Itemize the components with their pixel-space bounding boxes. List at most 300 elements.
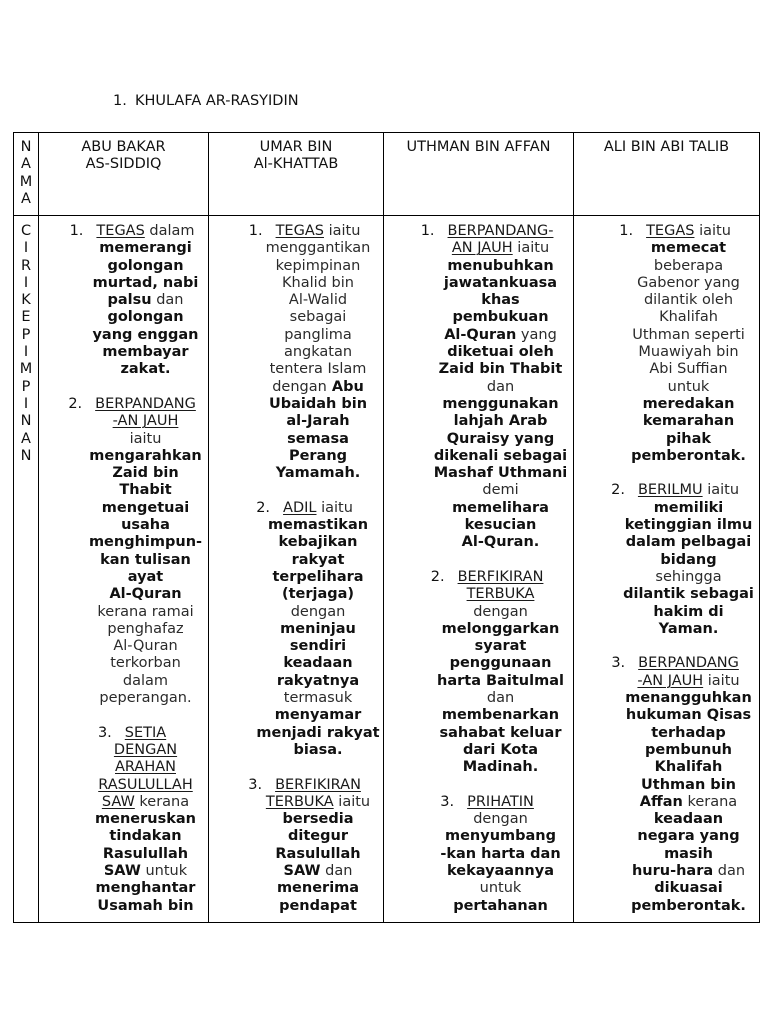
trait-line-text bbox=[272, 569, 363, 586]
trait-line bbox=[85, 898, 206, 915]
trait-text: dengan bbox=[290, 603, 346, 620]
trait-line-text bbox=[99, 240, 192, 257]
trait-line-text bbox=[97, 604, 193, 621]
trait-text: -AN JAUH bbox=[112, 413, 179, 430]
trait-line-text bbox=[287, 431, 349, 448]
trait-line-text bbox=[68, 395, 196, 413]
trait-line bbox=[255, 811, 381, 828]
trait-line bbox=[430, 431, 571, 448]
trait-text: PRIHATIN bbox=[467, 793, 534, 810]
trait-line-text bbox=[482, 482, 518, 499]
trait-line-text bbox=[623, 586, 754, 603]
trait-line bbox=[255, 690, 381, 707]
trait-line-text bbox=[293, 742, 342, 759]
trait-line bbox=[255, 794, 381, 811]
trait-text: Thabit bbox=[119, 482, 172, 499]
trait-text: hakim di bbox=[653, 603, 724, 620]
trait-text: dalam bbox=[144, 223, 195, 239]
trait-text: menghimpun- bbox=[88, 534, 203, 551]
trait-text: BERPANDANG- bbox=[447, 223, 554, 239]
trait-text: untuk bbox=[479, 880, 522, 897]
trait-text: angkatan bbox=[283, 344, 353, 361]
trait-line-text bbox=[102, 344, 188, 361]
section-heading: KHULAFA AR-RASYIDIN bbox=[135, 93, 299, 109]
trait-line bbox=[430, 396, 571, 413]
trait-line bbox=[255, 240, 381, 257]
trait-line-text bbox=[625, 517, 753, 534]
trait-line bbox=[430, 690, 571, 707]
trait-text: dalam pelbagai bbox=[625, 534, 752, 551]
row-label-letter: E bbox=[21, 309, 31, 326]
trait-line-text bbox=[275, 846, 360, 863]
trait-text: Abu bbox=[326, 378, 364, 395]
trait-line-text bbox=[654, 880, 723, 897]
trait-line bbox=[620, 379, 757, 396]
trait-text: TEGAS bbox=[96, 223, 145, 239]
trait-line-text bbox=[666, 431, 711, 448]
trait-text: menyumbang bbox=[444, 828, 556, 845]
trait-line bbox=[430, 673, 571, 690]
trait-text: keadaan bbox=[653, 811, 724, 828]
trait-line bbox=[85, 604, 206, 621]
trait-number: 1. bbox=[248, 223, 263, 239]
section-number: 1. bbox=[113, 93, 127, 109]
trait-text: memastikan bbox=[267, 517, 369, 534]
trait-text: pihak bbox=[665, 430, 712, 447]
trait-line bbox=[420, 223, 571, 240]
trait-line bbox=[430, 448, 571, 465]
trait-line bbox=[430, 517, 571, 534]
trait-line-text bbox=[664, 846, 713, 863]
trait-line-text bbox=[462, 534, 540, 551]
trait-line bbox=[430, 811, 571, 828]
column-header-abu-bakar bbox=[39, 133, 209, 216]
trait-line bbox=[255, 327, 381, 344]
trait-text: masih bbox=[664, 845, 713, 862]
trait-text: sahabat keluar bbox=[439, 724, 562, 741]
trait-text: Zaid bin bbox=[112, 465, 179, 482]
trait-line bbox=[620, 604, 757, 621]
trait-line-text bbox=[653, 604, 723, 621]
trait-line bbox=[68, 395, 206, 413]
trait-line-text bbox=[643, 396, 735, 413]
trait-line bbox=[85, 482, 206, 499]
trait-line bbox=[85, 465, 206, 482]
trait-text: menggantikan bbox=[265, 240, 371, 257]
trait-number: 1. bbox=[69, 223, 84, 239]
trait-line-text bbox=[283, 655, 352, 672]
trait-line bbox=[85, 638, 206, 655]
trait-text: membenarkan bbox=[441, 707, 560, 724]
trait-line-text bbox=[631, 448, 746, 465]
trait-item bbox=[611, 482, 757, 638]
trait-line bbox=[620, 863, 757, 880]
trait-line bbox=[85, 344, 206, 361]
trait-line-text bbox=[290, 638, 346, 655]
column-header-line: ABU BAKAR bbox=[81, 139, 166, 155]
trait-number: 3. bbox=[248, 776, 263, 793]
trait-line bbox=[85, 621, 206, 638]
trait-text: Quraisy yang bbox=[446, 430, 555, 447]
trait-line bbox=[85, 655, 206, 672]
trait-text: Mashaf Uthmani bbox=[433, 465, 568, 482]
trait-text: pembunuh bbox=[645, 741, 732, 758]
trait-item bbox=[69, 223, 206, 379]
trait-text: yang bbox=[516, 326, 557, 343]
trait-line bbox=[620, 777, 757, 794]
trait-text: bersedia bbox=[282, 811, 354, 828]
trait-line-text bbox=[445, 828, 556, 845]
trait-line-text bbox=[102, 500, 190, 517]
trait-text: Al-Walid bbox=[288, 292, 348, 309]
trait-text: SAW bbox=[283, 862, 321, 879]
trait-line-text bbox=[660, 552, 716, 569]
trait-text: Uthman bin bbox=[641, 776, 736, 793]
trait-line bbox=[85, 794, 206, 811]
trait-text: sehingga bbox=[655, 568, 722, 585]
trait-text: Abi Suffian bbox=[649, 361, 728, 378]
row-label-letter: A bbox=[21, 190, 31, 207]
trait-text: semasa bbox=[287, 430, 349, 447]
trait-line-text bbox=[637, 828, 739, 845]
trait-text: dari Kota bbox=[463, 741, 538, 758]
trait-line bbox=[620, 690, 757, 707]
row-label-letter: P bbox=[21, 378, 31, 395]
trait-line bbox=[85, 361, 206, 378]
trait-text: RASULULLAH bbox=[98, 776, 193, 793]
trait-line-text bbox=[289, 292, 347, 309]
trait-line-text bbox=[440, 846, 560, 863]
trait-text: iaitu bbox=[703, 672, 740, 689]
row-label-letter: P bbox=[21, 326, 31, 343]
trait-text: pertahanan bbox=[453, 897, 548, 914]
trait-line bbox=[248, 223, 381, 240]
trait-line bbox=[620, 880, 757, 897]
trait-line bbox=[255, 638, 381, 655]
row-label-letter: M bbox=[19, 173, 33, 190]
trait-line bbox=[85, 880, 206, 897]
trait-line bbox=[430, 725, 571, 742]
trait-text: SETIA bbox=[124, 724, 167, 741]
trait-text: TERBUKA bbox=[265, 793, 334, 810]
trait-number: 3. bbox=[97, 724, 112, 741]
trait-line bbox=[255, 344, 381, 361]
trait-text: pemberontak. bbox=[631, 447, 746, 464]
trait-line-text bbox=[668, 379, 710, 396]
trait-line bbox=[620, 500, 757, 517]
trait-line-text bbox=[107, 621, 183, 638]
trait-text: termasuk bbox=[283, 690, 353, 707]
trait-line-text bbox=[266, 240, 371, 257]
trait-text: mengarahkan bbox=[89, 447, 202, 464]
trait-text: kemarahan bbox=[642, 413, 735, 430]
trait-line bbox=[430, 500, 571, 517]
trait-number: 1. bbox=[420, 223, 435, 239]
trait-line-text bbox=[289, 448, 347, 465]
trait-line bbox=[85, 517, 206, 534]
trait-text: TEGAS bbox=[646, 223, 695, 239]
trait-text: penggunaan bbox=[449, 655, 552, 672]
trait-line bbox=[248, 776, 381, 794]
trait-line bbox=[255, 707, 381, 724]
trait-line bbox=[255, 431, 381, 448]
row-label-nama bbox=[14, 133, 39, 216]
cell-abu-bakar-traits bbox=[39, 216, 209, 923]
trait-line-text bbox=[645, 742, 732, 759]
trait-text: Khalifah bbox=[659, 309, 718, 326]
trait-line-text bbox=[643, 413, 734, 430]
trait-line bbox=[85, 534, 206, 551]
trait-text: meneruskan bbox=[95, 811, 196, 828]
trait-text: pembukuan bbox=[452, 309, 549, 326]
trait-text: dalam bbox=[122, 672, 169, 689]
trait-line-text bbox=[487, 379, 514, 396]
trait-item bbox=[611, 655, 757, 914]
trait-line-text bbox=[637, 673, 739, 690]
trait-text: kekayaannya bbox=[447, 862, 554, 879]
trait-line bbox=[430, 534, 571, 551]
row-label-letter: I bbox=[23, 274, 29, 291]
trait-line-text bbox=[284, 863, 353, 880]
trait-line bbox=[620, 846, 757, 863]
trait-line bbox=[85, 413, 206, 430]
trait-line-text bbox=[619, 223, 731, 240]
trait-line bbox=[85, 828, 206, 845]
trait-line-text bbox=[270, 361, 367, 378]
trait-line bbox=[430, 344, 571, 361]
trait-line bbox=[255, 500, 381, 517]
trait-text: kebajikan bbox=[278, 534, 358, 551]
trait-line-text bbox=[480, 880, 522, 897]
trait-text: ayat bbox=[127, 568, 164, 585]
trait-line-text bbox=[611, 655, 739, 672]
trait-line-text bbox=[654, 258, 723, 275]
trait-text: menerima bbox=[276, 880, 360, 897]
trait-text: iaitu bbox=[512, 240, 550, 257]
trait-text: bidang bbox=[660, 551, 717, 568]
trait-line bbox=[255, 828, 381, 845]
trait-number: 3. bbox=[440, 793, 455, 810]
trait-text: iaitu bbox=[323, 223, 361, 239]
trait-line-text bbox=[463, 759, 539, 776]
trait-text: iaitu bbox=[333, 793, 371, 810]
trait-text: TEGAS bbox=[275, 223, 324, 239]
trait-line bbox=[620, 828, 757, 845]
trait-line bbox=[620, 344, 757, 361]
trait-line bbox=[85, 569, 206, 586]
trait-line bbox=[255, 604, 381, 621]
trait-line bbox=[85, 863, 206, 880]
trait-text: meredakan bbox=[642, 395, 735, 412]
trait-text: golongan bbox=[107, 309, 184, 326]
trait-text: peperangan. bbox=[99, 690, 192, 707]
trait-text: murtad, nabi bbox=[92, 274, 199, 291]
trait-number: 2. bbox=[68, 395, 83, 412]
trait-line-text bbox=[291, 604, 346, 621]
trait-line bbox=[85, 258, 206, 275]
trait-line bbox=[255, 898, 381, 915]
trait-text: Perang bbox=[288, 447, 348, 464]
trait-text: negara yang bbox=[637, 828, 740, 845]
trait-line-text bbox=[452, 309, 548, 326]
trait-line bbox=[620, 240, 757, 257]
trait-text: Ubaidah bin bbox=[268, 395, 368, 412]
trait-line bbox=[430, 863, 571, 880]
trait-line bbox=[255, 725, 381, 742]
trait-text: dikuasai bbox=[654, 880, 723, 897]
trait-line-text bbox=[440, 793, 534, 811]
trait-line bbox=[255, 586, 381, 603]
trait-line-text bbox=[123, 673, 168, 690]
trait-text: dilantik sebagai bbox=[623, 586, 754, 603]
trait-item bbox=[68, 395, 206, 707]
trait-line bbox=[620, 725, 757, 742]
trait-line-text bbox=[98, 777, 193, 794]
trait-line-text bbox=[473, 811, 528, 828]
trait-text: meninjau bbox=[280, 620, 356, 637]
row-label-letter: N bbox=[20, 447, 32, 464]
trait-line-text bbox=[284, 344, 352, 361]
trait-line-text bbox=[463, 742, 538, 759]
column-header-line: Al-KHATTAB bbox=[253, 156, 339, 173]
trait-text: Khalid bin bbox=[282, 274, 354, 291]
trait-text: dikenali sebagai bbox=[433, 447, 568, 464]
trait-line bbox=[430, 482, 571, 499]
trait-text: menghantar bbox=[95, 880, 196, 897]
row-label-letter: C bbox=[20, 223, 32, 239]
trait-line-text bbox=[89, 534, 202, 551]
trait-line bbox=[255, 552, 381, 569]
trait-line-text bbox=[452, 500, 549, 517]
trait-line-text bbox=[280, 621, 356, 638]
trait-text: memelihara bbox=[452, 499, 549, 516]
trait-line bbox=[620, 396, 757, 413]
trait-item bbox=[430, 794, 571, 915]
trait-line bbox=[85, 309, 206, 326]
trait-text: palsu bbox=[107, 292, 152, 309]
trait-text: Uthman seperti bbox=[632, 326, 745, 343]
trait-text: demi bbox=[482, 482, 519, 499]
trait-line-text bbox=[659, 309, 718, 326]
trait-line bbox=[255, 292, 381, 309]
trait-line-text bbox=[266, 794, 370, 811]
trait-line-text bbox=[434, 448, 567, 465]
trait-line-text bbox=[97, 898, 193, 915]
trait-number: 2. bbox=[611, 482, 625, 499]
trait-line-text bbox=[268, 517, 368, 534]
trait-line bbox=[620, 258, 757, 275]
cell-uthman-traits bbox=[384, 216, 574, 923]
trait-line-text bbox=[95, 811, 196, 828]
trait-line bbox=[430, 413, 571, 430]
trait-text: iaitu bbox=[129, 430, 162, 447]
trait-line bbox=[620, 327, 757, 344]
trait-line-text bbox=[442, 621, 560, 638]
trait-line-text bbox=[465, 517, 537, 534]
trait-line bbox=[85, 725, 206, 742]
trait-text: DENGAN bbox=[113, 741, 178, 758]
trait-line-text bbox=[103, 846, 188, 863]
trait-text: Usamah bin bbox=[97, 897, 194, 914]
trait-line-text bbox=[277, 880, 359, 897]
trait-text: pemberontak. bbox=[631, 897, 746, 914]
trait-line bbox=[620, 431, 757, 448]
trait-line-text bbox=[467, 586, 535, 603]
trait-text: BERILMU bbox=[637, 482, 703, 499]
trait-line bbox=[255, 742, 381, 759]
trait-line-text bbox=[420, 223, 554, 240]
trait-text: SAW bbox=[103, 862, 141, 879]
khulafa-table bbox=[13, 132, 760, 923]
trait-text: membayar bbox=[102, 344, 189, 361]
trait-line-text bbox=[626, 707, 751, 724]
trait-line-text bbox=[632, 327, 745, 344]
trait-text: dan bbox=[151, 292, 184, 309]
trait-text: jawatankuasa bbox=[443, 274, 558, 291]
trait-text: BERFIKIRAN bbox=[457, 568, 544, 585]
trait-line bbox=[85, 240, 206, 257]
trait-line bbox=[430, 292, 571, 309]
trait-text: Al-Quran bbox=[444, 326, 517, 343]
trait-text: harta Baitulmal bbox=[437, 672, 564, 689]
trait-line bbox=[255, 673, 381, 690]
trait-line bbox=[255, 413, 381, 430]
trait-line bbox=[255, 880, 381, 897]
trait-text: iaitu bbox=[702, 482, 740, 499]
trait-line-text bbox=[277, 673, 359, 690]
trait-line bbox=[430, 621, 571, 638]
trait-line-text bbox=[248, 776, 361, 794]
trait-text: biasa. bbox=[293, 741, 343, 758]
trait-line bbox=[85, 327, 206, 344]
trait-line bbox=[85, 673, 206, 690]
trait-text: panglima bbox=[284, 326, 352, 343]
trait-text: dan bbox=[320, 862, 353, 879]
trait-line bbox=[430, 794, 571, 811]
trait-text: dan bbox=[486, 690, 515, 707]
row-label-letter: R bbox=[20, 257, 32, 274]
trait-line-text bbox=[454, 413, 548, 430]
trait-line bbox=[620, 552, 757, 569]
trait-line-text bbox=[97, 724, 167, 742]
trait-line-text bbox=[104, 863, 187, 880]
trait-line bbox=[255, 621, 381, 638]
trait-line bbox=[620, 742, 757, 759]
trait-line bbox=[430, 240, 571, 257]
trait-text: Rasulullah bbox=[102, 845, 189, 862]
trait-line bbox=[255, 258, 381, 275]
trait-line-text bbox=[248, 223, 361, 240]
trait-text: tindakan bbox=[109, 828, 182, 845]
trait-text: kerana bbox=[134, 793, 190, 810]
trait-line bbox=[620, 898, 757, 915]
trait-line-text bbox=[654, 500, 724, 517]
trait-item bbox=[255, 500, 381, 759]
trait-line bbox=[85, 846, 206, 863]
trait-line-text bbox=[439, 361, 563, 378]
column-header-ali bbox=[574, 133, 760, 216]
trait-line bbox=[430, 759, 571, 776]
trait-line bbox=[430, 742, 571, 759]
trait-text: memiliki bbox=[653, 499, 724, 516]
trait-line-text bbox=[284, 327, 352, 344]
cell-ali-traits bbox=[574, 216, 760, 923]
trait-line bbox=[255, 465, 381, 482]
trait-text: pendapat bbox=[279, 897, 357, 914]
trait-line-text bbox=[651, 240, 726, 257]
trait-line bbox=[255, 309, 381, 326]
trait-line-text bbox=[649, 361, 727, 378]
